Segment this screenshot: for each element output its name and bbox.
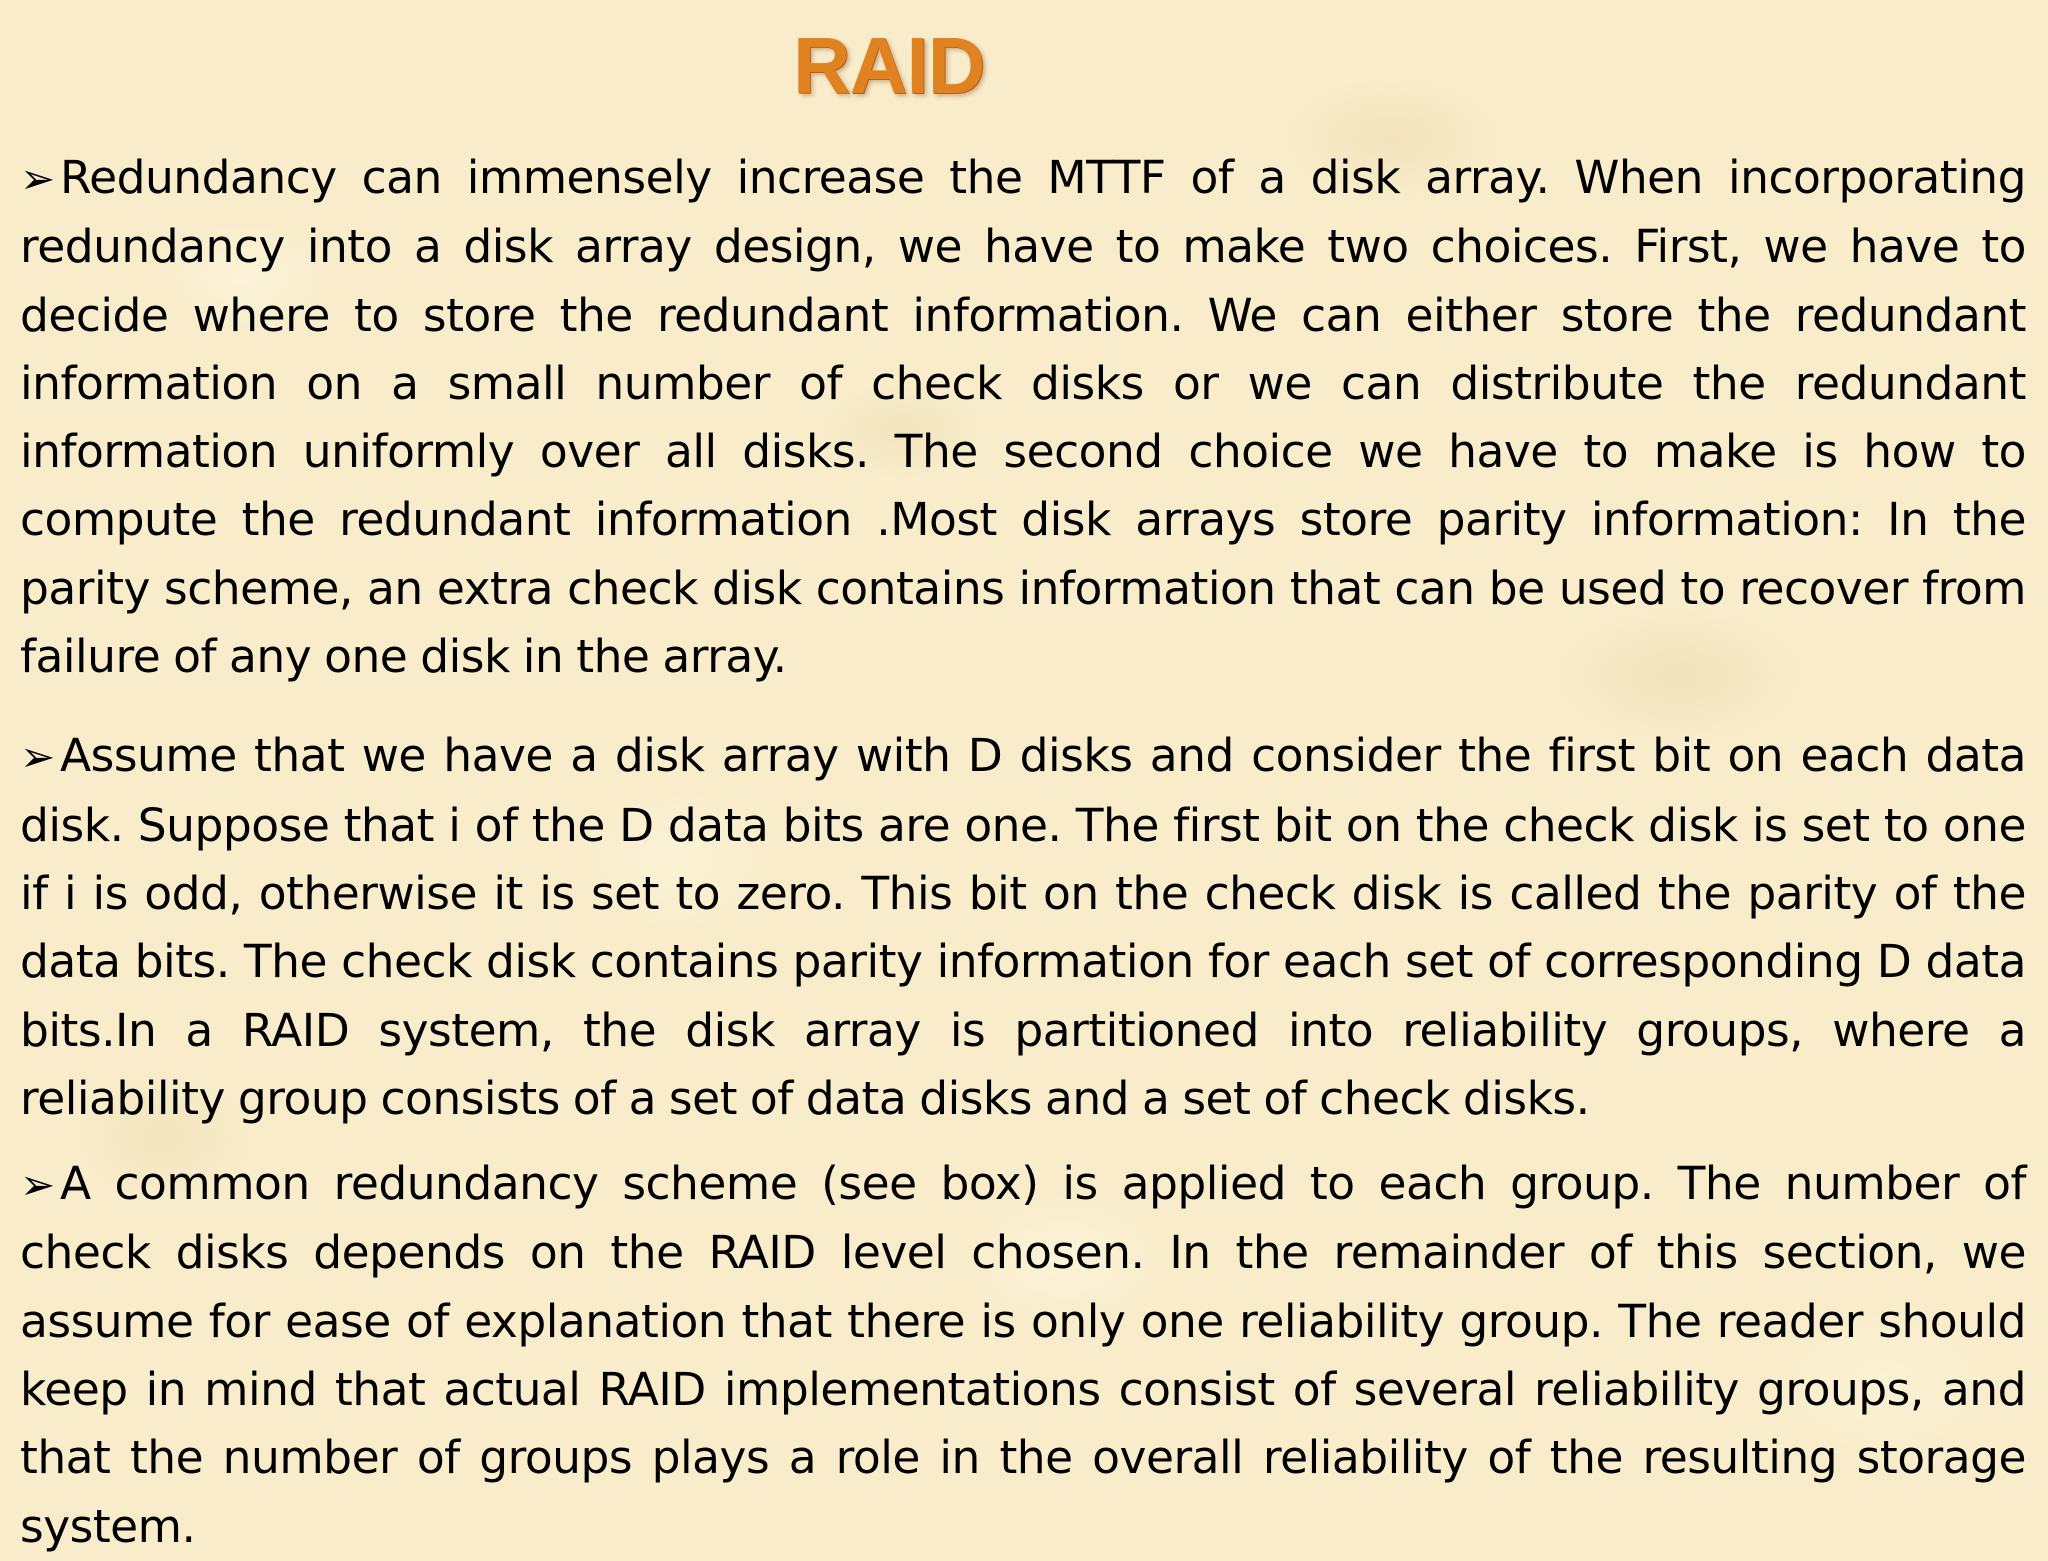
paragraph-text: A common redundancy scheme (see box) is applied to each group. The number of check disks depends on the RAID level chosen. In the remainder of this section, we assume for ease of explanation that there is only one reliability group. The reader should keep in mind that actual RAID implementations consist of several reliability groups, and that the number of groups plays a role in the overall reliability of the resulting storage system. [20,1157,2026,1553]
arrow-bullet-icon: ➢ [20,1160,56,1210]
arrow-bullet-icon: ➢ [20,154,56,203]
bullet-paragraph-reliability-groups [20,1150,2026,1561]
paragraph-text: Redundancy can immensely increase the MTTF of a disk array. When incorporating redundancy into a disk array design, we have to make two choices. First, we have to decide where to store the redundant information. We can either store the redundant information on a small number of check disks or we can distribute the redundant information uniformly over all disks. The second choice we have to make is how to compute the redundant information .Most disk arrays store parity information: In the parity scheme, an extra check disk contains information that can be used to recover from failure of any one disk in the array. [20,151,2026,684]
paragraph-text: Assume that we have a disk array with D disks and consider the first bit on each data disk. Suppose that i of the D data bits are one. The first bit on the check disk is set to one if i is odd, otherwise it is set to zero. This bit on the check disk is called the parity of the data bits. The check disk contains parity information for each set of corresponding D data bits.In a RAID system, the disk array is partitioned into reliability groups, where a reliability group consists of a set of data disks and a set of check disks. [20,729,2026,1125]
slide-title: RAID [793,21,985,110]
slide-body [20,144,2026,1561]
arrow-bullet-icon: ➢ [20,732,56,782]
bullet-paragraph-parity [20,722,2026,1133]
bullet-paragraph-redundancy [20,144,2026,691]
